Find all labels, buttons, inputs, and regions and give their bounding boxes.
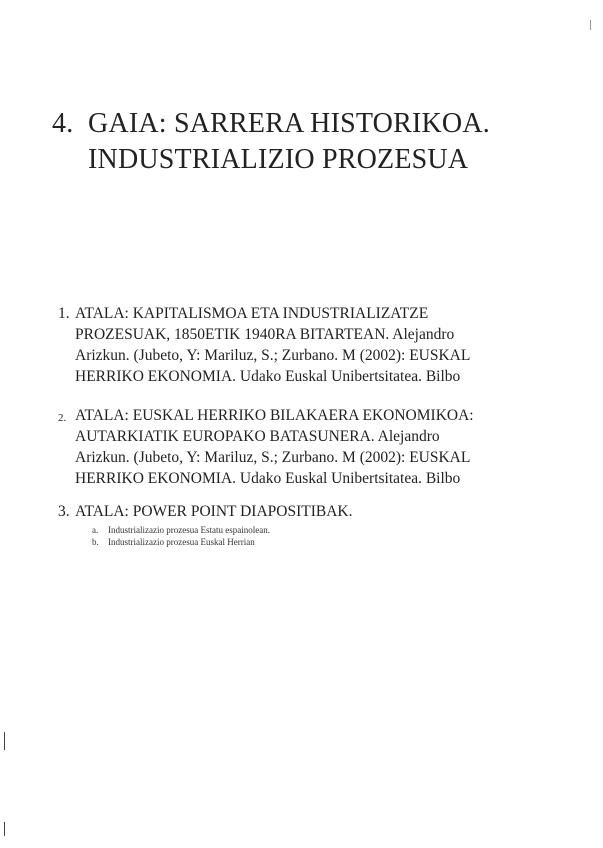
- sublist-marker: b.: [92, 537, 99, 547]
- section-marker: 2.: [58, 412, 67, 424]
- chapter-title-line-2: INDUSTRIALIZIO PROZESUA: [88, 144, 469, 175]
- section-1: [58, 303, 578, 387]
- section-line: HERRIKO EKONOMIA. Udako Euskal Unibertsitatea. Bilbo: [75, 368, 461, 385]
- chapter-title-line-1: GAIA: SARRERA HISTORIKOA.: [88, 108, 490, 139]
- section-3: [58, 501, 578, 522]
- section-line: AUTARKIATIK EUROPAKO BATASUNERA. Alejandro: [75, 428, 440, 445]
- section-line: ATALA: EUSKAL HERRIKO BILAKAERA EKONOMIKOA:: [75, 407, 474, 424]
- section-line: PROZESUAK, 1850ETIK 1940RA BITARTEAN. Alejandro: [75, 326, 455, 343]
- scan-edge-mark: [4, 732, 5, 750]
- section-3-sublist: [92, 524, 270, 548]
- scan-edge-mark: [4, 822, 5, 836]
- sublist-item: [92, 524, 270, 536]
- sublist-text: Industrializazio prozesua Estatu espainolean.: [108, 525, 270, 535]
- section-2: [58, 405, 578, 489]
- scan-edge-mark: [590, 20, 591, 30]
- sublist-text: Industrializazio prozesua Euskal Herrian: [108, 537, 255, 547]
- section-line: Arizkun. (Jubeto, Y: Mariluz, S.; Zurbano. M (2002): EUSKAL: [75, 347, 471, 364]
- sublist-marker: a.: [92, 525, 99, 535]
- section-line: HERRIKO EKONOMIA. Udako Euskal Unibertsitatea. Bilbo: [75, 470, 461, 487]
- section-marker: 3.: [58, 503, 70, 520]
- section-line: ATALA: KAPITALISMOA ETA INDUSTRIALIZATZE: [75, 305, 429, 322]
- section-line: ATALA: POWER POINT DIAPOSITIBAK.: [75, 503, 353, 520]
- section-marker: 1.: [58, 305, 70, 322]
- section-line: Arizkun. (Jubeto, Y: Mariluz, S.; Zurbano. M (2002): EUSKAL: [75, 449, 471, 466]
- chapter-number: 4.: [52, 108, 74, 139]
- sublist-item: [92, 536, 270, 548]
